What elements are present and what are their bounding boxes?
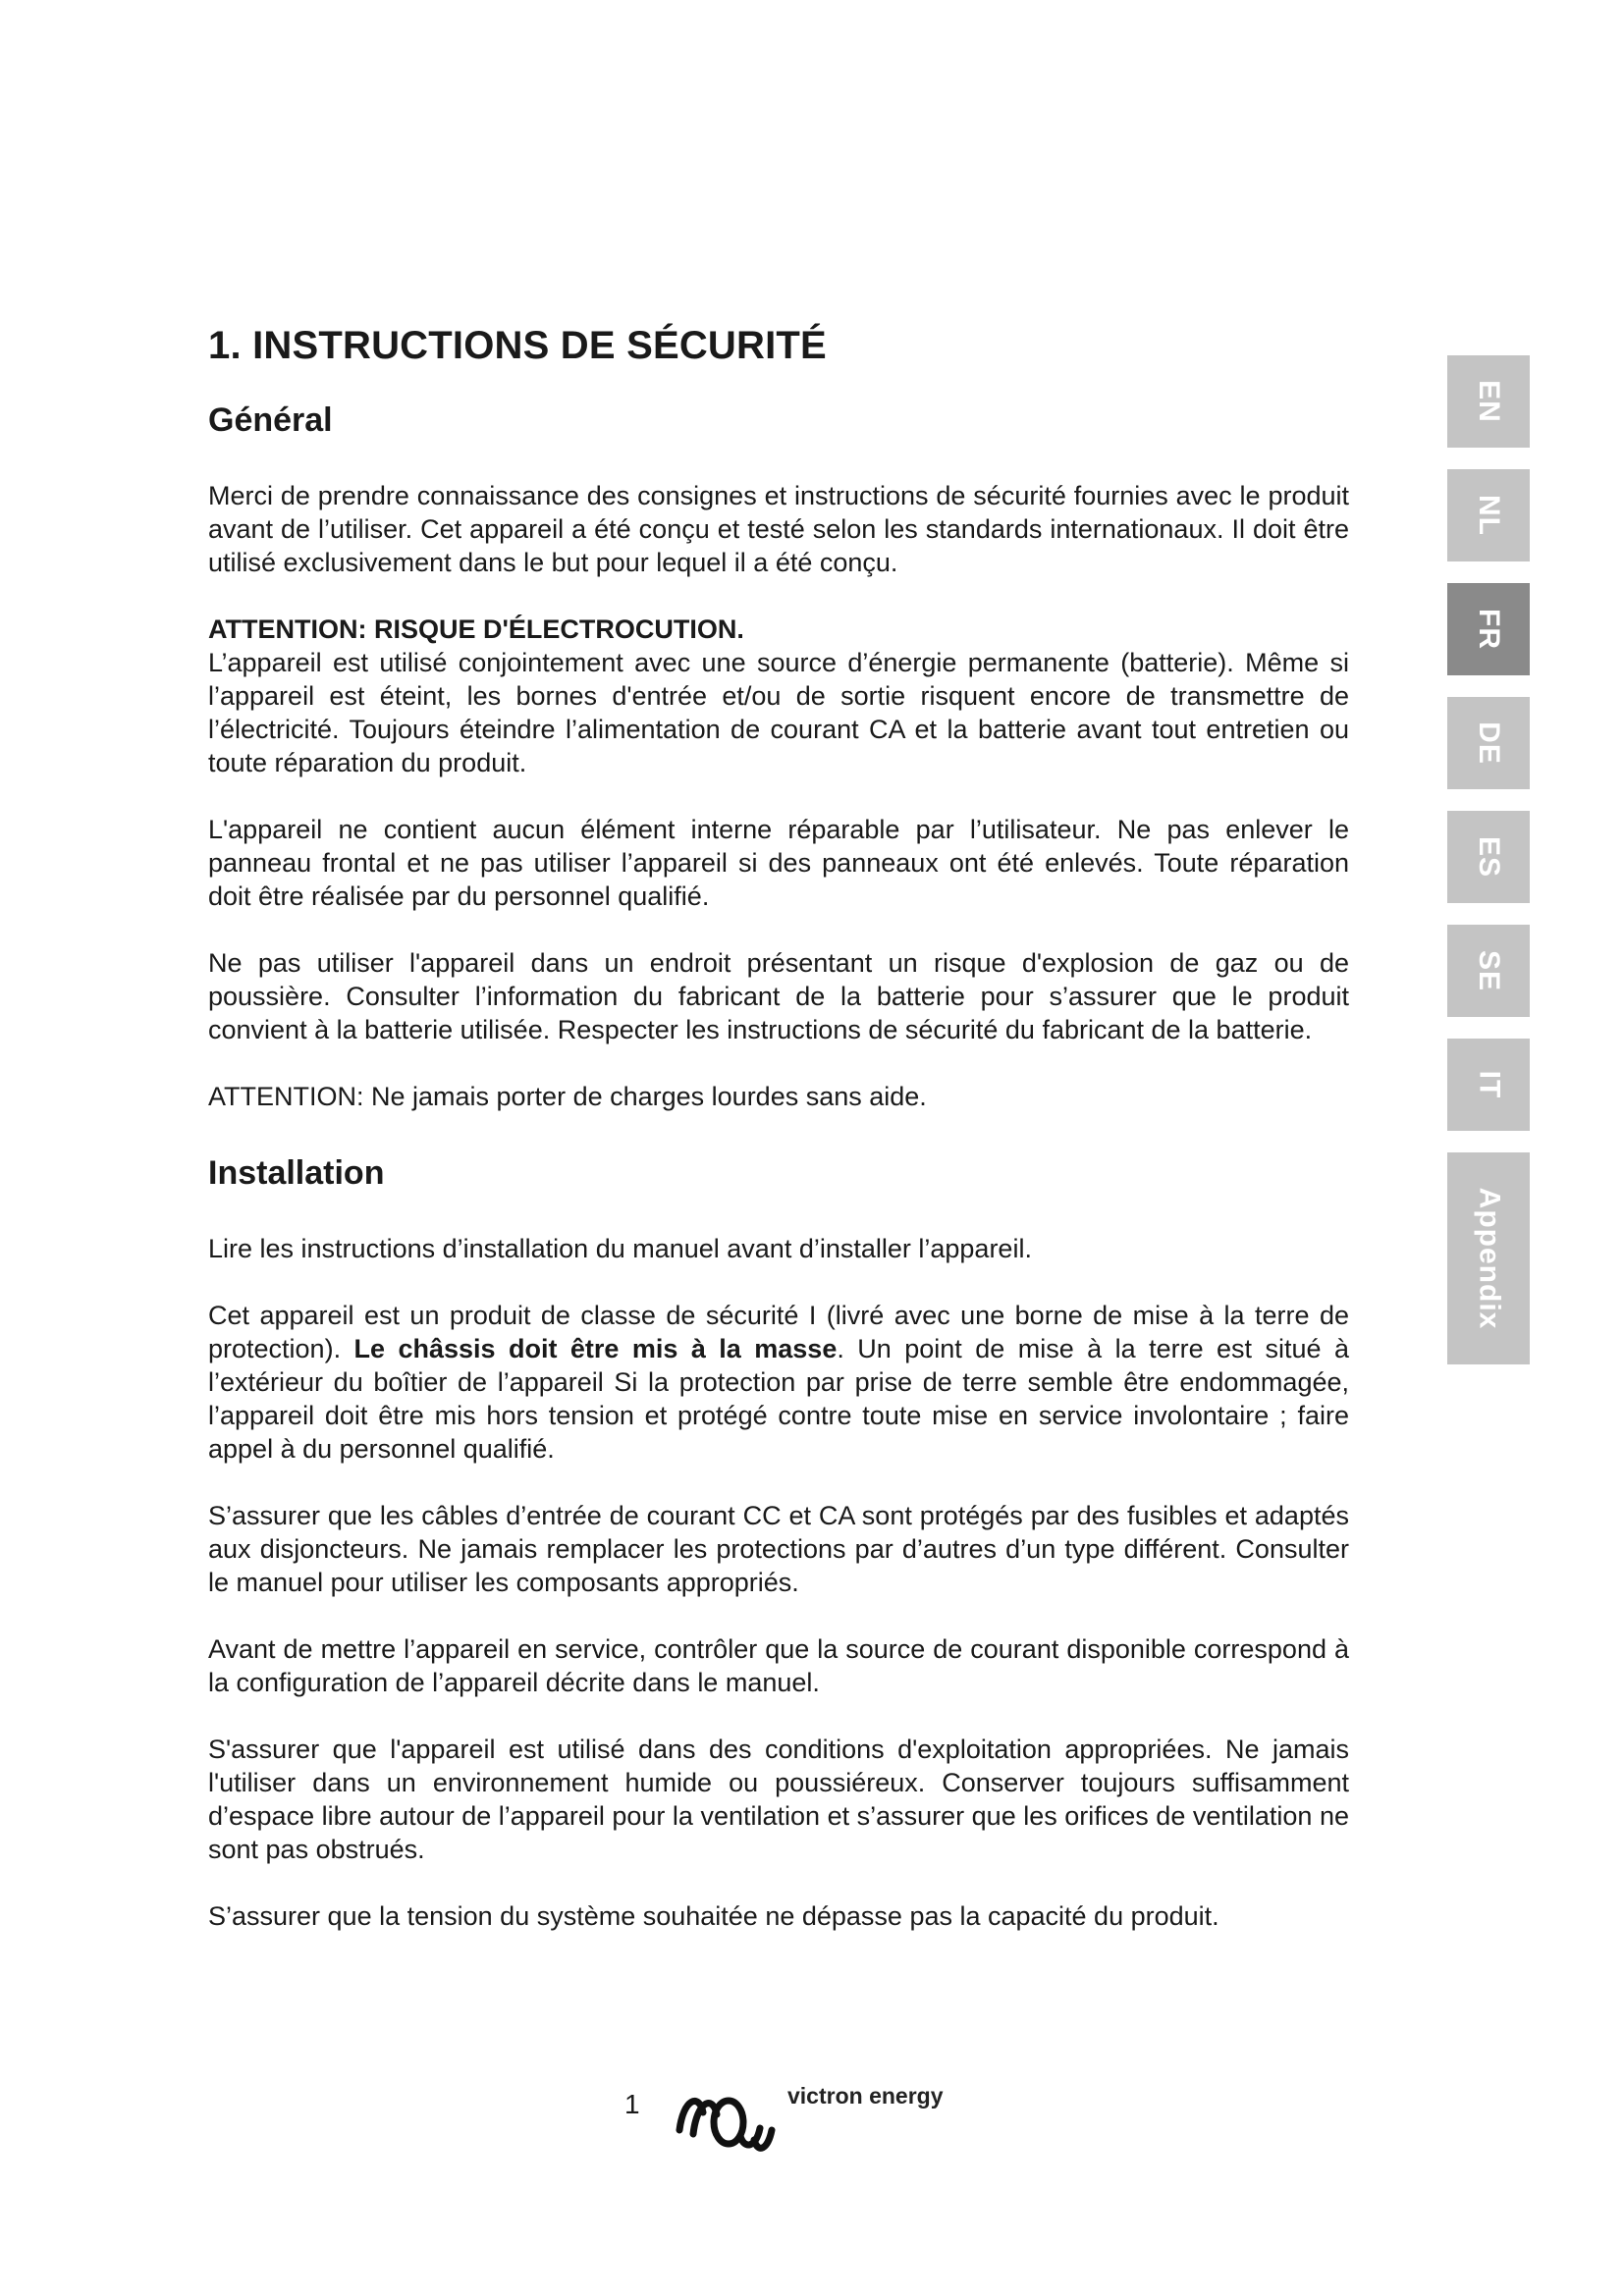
general-paragraph-4: Ne pas utiliser l'appareil dans un endroit présentant un risque d'explosion de gaz ou de poussière. Consulter l’information du fabricant de la batterie pour s’assurer que le produit convient à la batterie utilisée. Respecter les instructions de sécurité du fabricant de la batterie.: [208, 948, 1349, 1044]
tab-es[interactable]: ES: [1447, 811, 1530, 903]
tab-fr[interactable]: FR: [1447, 583, 1530, 675]
installation-paragraph-1: Lire les instructions d’installation du manuel avant d’installer l’appareil.: [208, 1234, 1032, 1263]
general-paragraph-3: L'appareil ne contient aucun élément interne réparable par l’utilisateur. Ne pas enlever le panneau frontal et ne pas utiliser l’appareil si des panneaux ont été enlevés. Toute réparation doit être réalisée par du personnel qualifié.: [208, 815, 1349, 911]
page-title: 1. INSTRUCTIONS DE SÉCURITÉ: [208, 324, 827, 367]
installation-paragraph-5: S'assurer que l'appareil est utilisé dans des conditions d'exploitation appropriées. Ne jamais l'utiliser dans un environnement humide ou poussiéreux. Conserver toujours suffisamment d’espace libre autour de l’appareil pour la ventilation et s’assurer que les orifices de ventilation ne sont pas obstrués.: [208, 1735, 1349, 1864]
electrocution-warning: [208, 613, 1349, 779]
tab-nl[interactable]: NL: [1447, 469, 1530, 561]
installation-paragraph-3: S’assurer que les câbles d’entrée de courant CC et CA sont protégés par des fusibles et adaptés aux disjoncteurs. Ne jamais remplacer les protections par d’autres d’un type différent. Consulter le manuel pour utiliser les composants appropriés.: [208, 1501, 1349, 1597]
tab-appendix[interactable]: Appendix: [1447, 1152, 1530, 1364]
installation-paragraph-2: [208, 1299, 1349, 1466]
tab-it[interactable]: IT: [1447, 1039, 1530, 1131]
tab-en[interactable]: EN: [1447, 355, 1530, 448]
grounding-text-pre: Cet appareil est un produit de classe de sécurité I (livré avec une borne de mise à la terre de protection).: [208, 1301, 1349, 1363]
general-paragraph-5: ATTENTION: Ne jamais porter de charges lourdes sans aide.: [208, 1082, 927, 1111]
warning-title: ATTENTION: RISQUE D'ÉLECTROCUTION.: [208, 614, 744, 644]
section-heading-general: Général: [208, 401, 333, 439]
section-heading-installation: Installation: [208, 1154, 385, 1192]
grounding-emphasis: Le châssis doit être mis à la masse: [353, 1334, 838, 1363]
page-content: [208, 324, 1349, 1966]
page-number: 1: [624, 2089, 640, 2119]
installation-paragraph-4: Avant de mettre l’appareil en service, contrôler que la source de courant disponible correspond à la configuration de l’appareil décrite dans le manuel.: [208, 1634, 1349, 1697]
victron-logo-icon: [670, 2079, 778, 2158]
tab-de[interactable]: DE: [1447, 697, 1530, 789]
tab-se[interactable]: SE: [1447, 925, 1530, 1017]
grounding-text-post: . Un point de mise à la terre est situé à l’extérieur du boîtier de l’appareil Si la protection par prise de terre semble être endommagée, l’appareil doit être mis hors tension et protégé contre toute mise en service involontaire ; faire appel à du personnel qualifié.: [208, 1334, 1349, 1464]
installation-paragraph-6: S’assurer que la tension du système souhaitée ne dépasse pas la capacité du produit.: [208, 1901, 1219, 1931]
general-paragraph-1: Merci de prendre connaissance des consignes et instructions de sécurité fournies avec le produit avant de l’utiliser. Cet appareil a été conçu et testé selon les standards internationaux. Il doit être utilisé exclusivement dans le but pour lequel il a été conçu.: [208, 481, 1349, 577]
warning-text: L’appareil est utilisé conjointement avec une source d’énergie permanente (batterie). Même si l’appareil est éteint, les bornes d'entrée et/ou de sortie risquent encore de transmettre de l’électricité. Toujours éteindre l’alimentation de courant CA et la batterie avant tout entretien ou toute réparation du produit.: [208, 648, 1349, 777]
brand-name: victron energy: [787, 2083, 944, 2109]
